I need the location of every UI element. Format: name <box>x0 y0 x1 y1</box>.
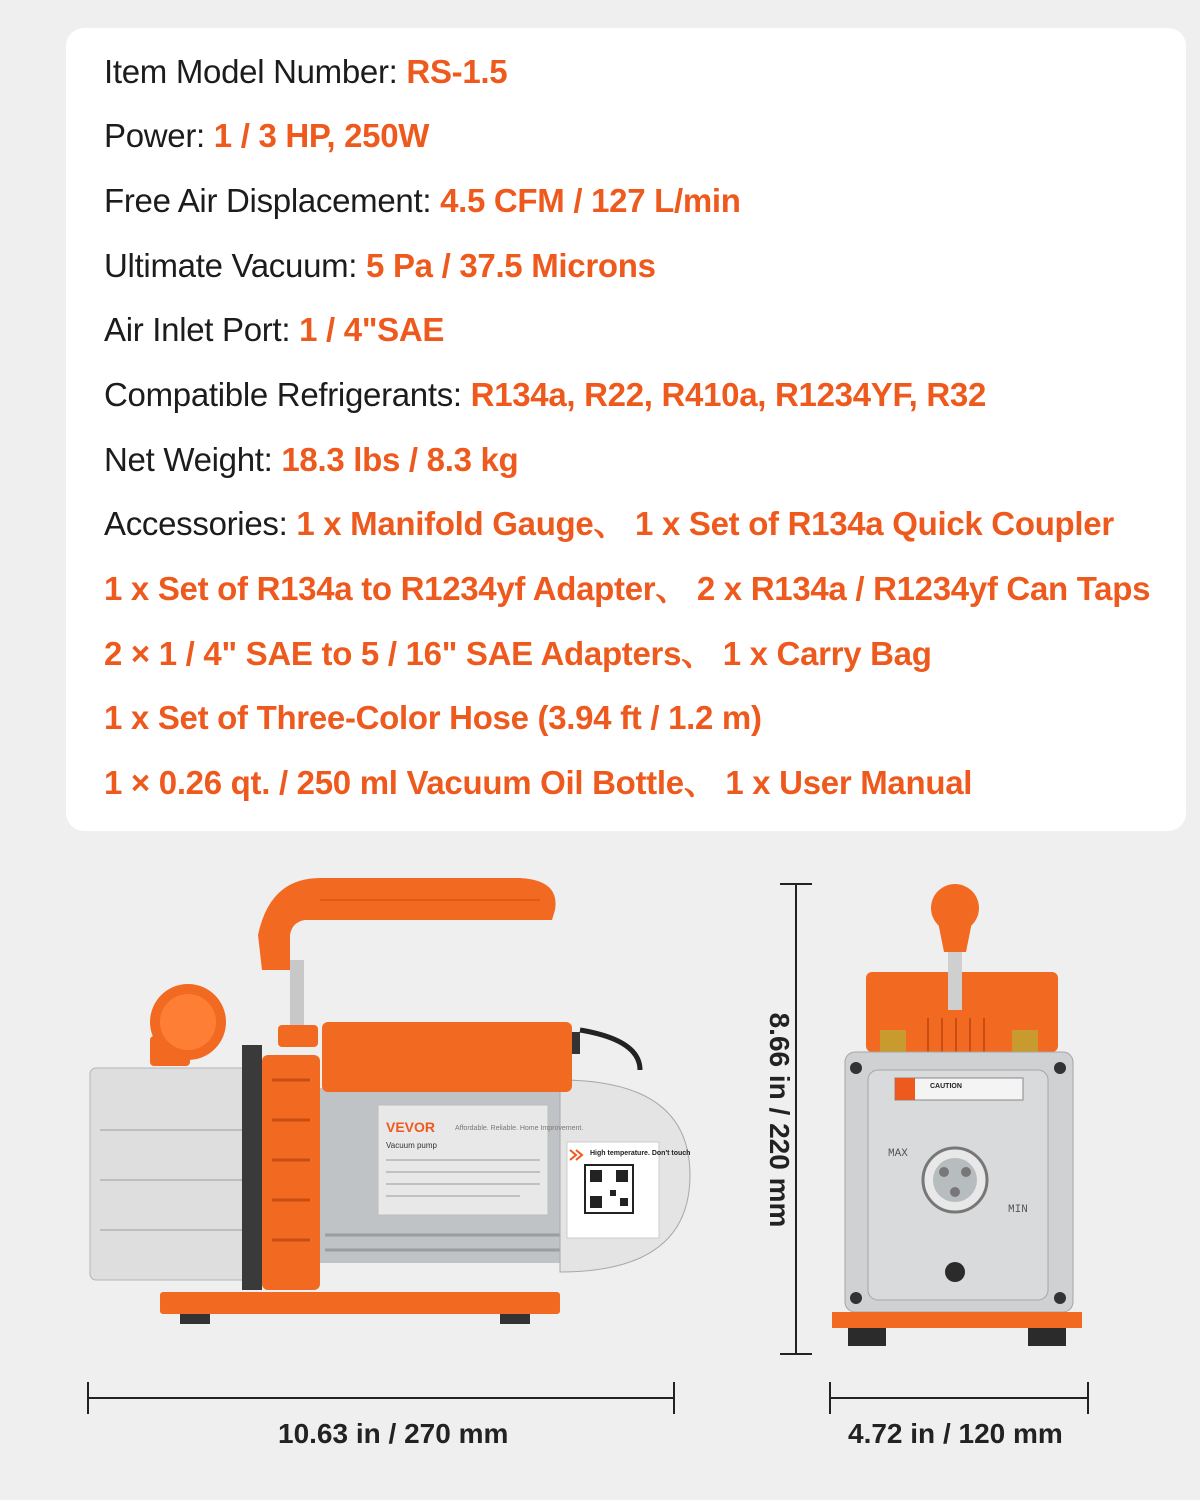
spec-vacuum-label: Ultimate Vacuum: <box>104 247 367 284</box>
spec-refrigerants <box>104 375 986 415</box>
width-dimension <box>830 1382 1088 1414</box>
base-plate <box>160 1292 560 1314</box>
spec-model-value: RS-1.5 <box>406 53 508 90</box>
spec-refrigerants-value: R134a, R22, R410a, R1234YF, R32 <box>470 376 987 413</box>
spec-displacement-value: 4.5 CFM / 127 L/min <box>440 182 741 219</box>
top-tank <box>322 1022 572 1092</box>
front-base <box>832 1312 1082 1328</box>
spec-accessories-label: Accessories: <box>104 505 297 542</box>
spec-accessories-line4: 1 x Set of Three-Color Hose (3.94 ft / 1.2 m) <box>104 699 762 736</box>
spec-accessories <box>104 504 1114 544</box>
sight-max-label: MAX <box>888 1148 908 1160</box>
drain-plug <box>945 1262 965 1282</box>
height-dimension <box>764 884 812 1354</box>
flange <box>262 1055 320 1290</box>
product-illustration <box>0 840 1200 1500</box>
spec-displacement-label: Free Air Displacement: <box>104 182 441 219</box>
spec-vacuum-value: 5 Pa / 37.5 Microns <box>366 247 656 284</box>
spec-accessories-line5: 1 × 0.26 qt. / 250 ml Vacuum Oil Bottle、 1 x User Manual <box>104 764 973 801</box>
spec-accessories-line1: 1 x Manifold Gauge、 1 x Set of R134a Quick Coupler <box>296 505 1114 542</box>
label-title: Vacuum pump <box>386 1141 437 1150</box>
spec-inlet-value: 1 / 4"SAE <box>299 311 445 348</box>
foot-left <box>180 1314 210 1324</box>
spec-inlet-label: Air Inlet Port: <box>104 311 300 348</box>
spec-model-label: Item Model Number: <box>104 53 407 90</box>
spec-power <box>104 116 429 156</box>
caution-text: CAUTION <box>930 1083 962 1090</box>
warning-text: High temperature. Don't touch <box>590 1150 691 1157</box>
length-dimension-label: 10.63 in / 270 mm <box>278 1418 509 1449</box>
height-dimension-label: 8.66 in / 220 mm <box>764 1012 795 1228</box>
spec-power-label: Power: <box>104 117 214 154</box>
spec-power-value: 1 / 3 HP, 250W <box>213 117 430 154</box>
sight-min-label: MIN <box>1008 1204 1028 1216</box>
spec-refrigerants-label: Compatible Refrigerants: <box>104 376 471 413</box>
spec-accessories-line3: 2 × 1 / 4" SAE to 5 / 16" SAE Adapters、 1 x Carry Bag <box>104 635 932 672</box>
spec-inlet <box>104 310 444 350</box>
brand-tagline: Affordable. Reliable. Home Improvement. <box>455 1125 584 1132</box>
length-dimension <box>88 1382 674 1414</box>
spec-displacement <box>104 181 741 221</box>
width-dimension-label: 4.72 in / 120 mm <box>848 1418 1063 1449</box>
spec-accessories-line2: 1 x Set of R134a to R1234yf Adapter、 2 x R134a / R1234yf Can Taps <box>104 570 1151 607</box>
spec-model <box>104 52 507 92</box>
pump-block <box>90 1068 260 1280</box>
pump-side-view <box>90 878 690 1324</box>
pump-front-view <box>832 884 1082 1346</box>
spec-vacuum <box>104 246 656 286</box>
spec-weight-value: 18.3 lbs / 8.3 kg <box>281 441 519 478</box>
spec-weight-label: Net Weight: <box>104 441 282 478</box>
spec-weight <box>104 440 518 480</box>
brand-label: VEVOR <box>386 1119 436 1135</box>
foot-right <box>500 1314 530 1324</box>
carry-handle <box>258 878 556 970</box>
